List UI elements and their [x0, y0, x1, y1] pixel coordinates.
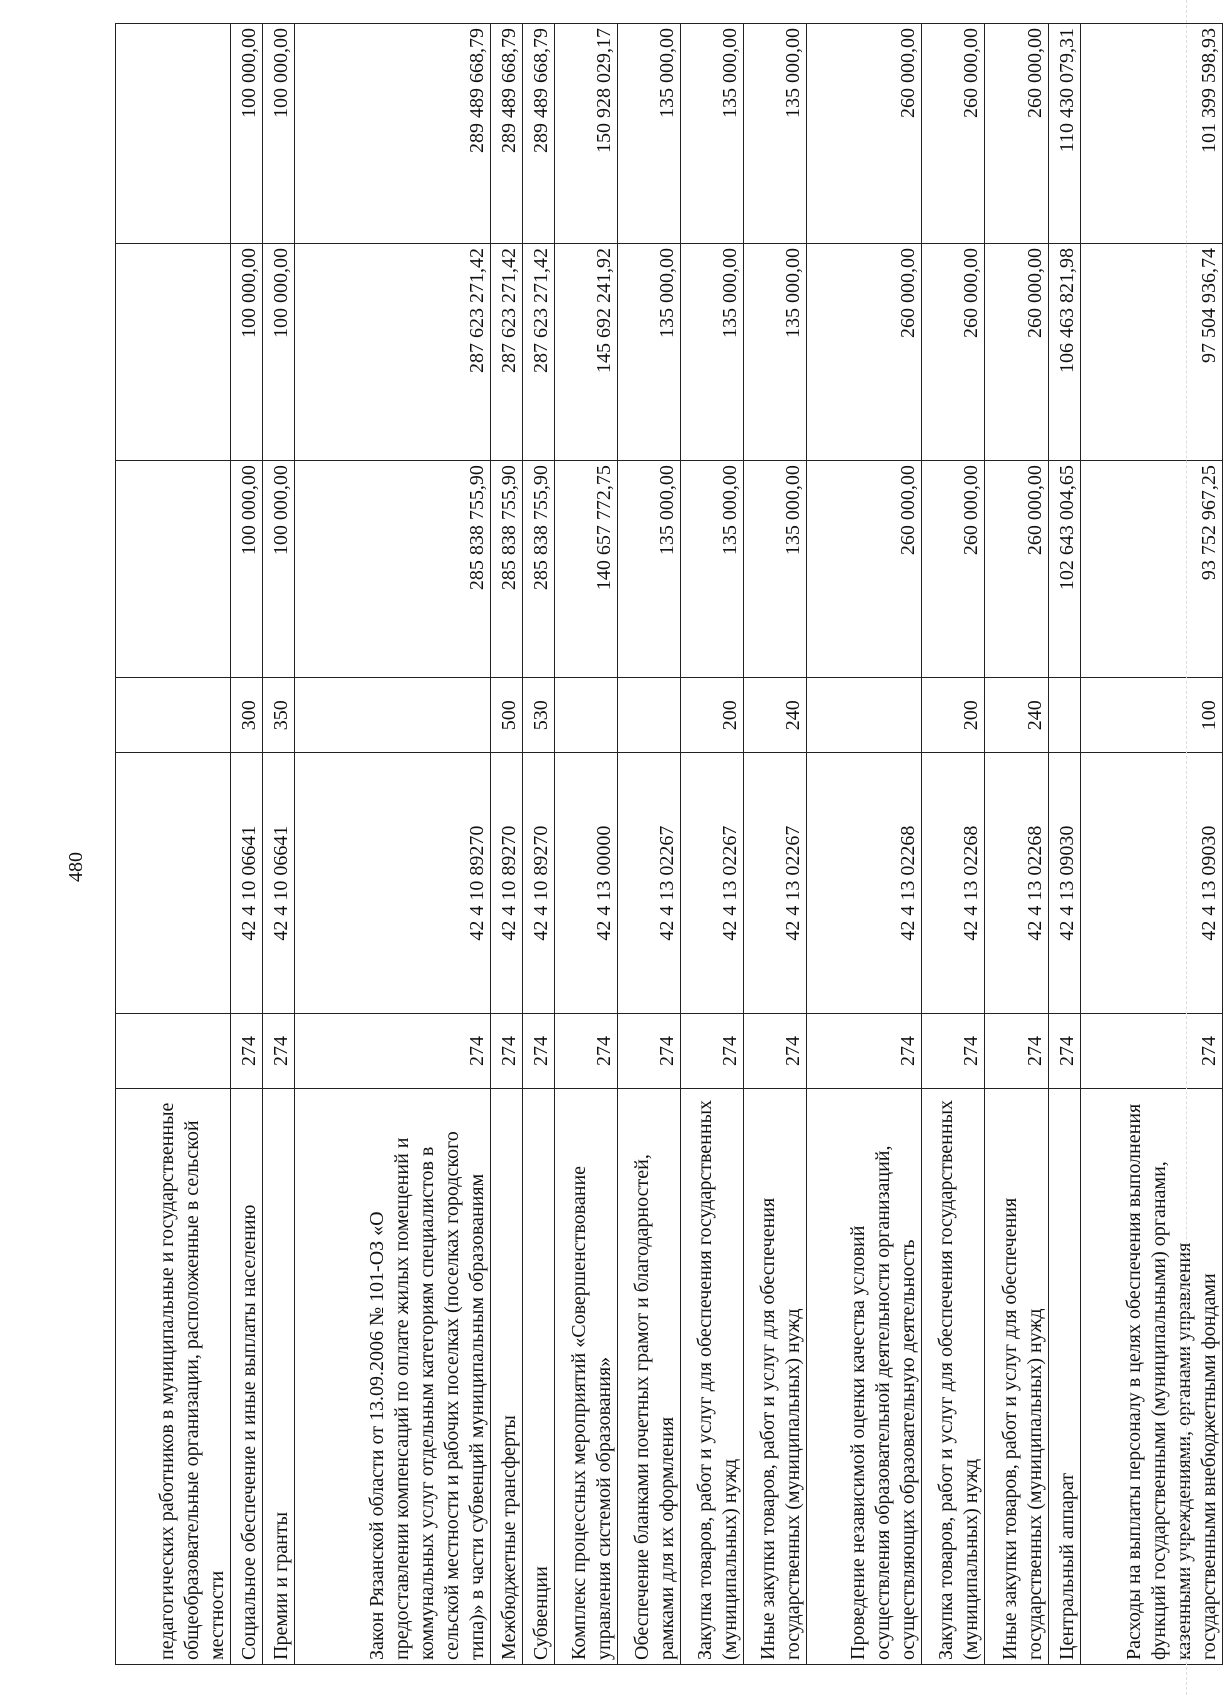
cell-vr: 200 — [922, 678, 985, 753]
cell-y3: 135 000,00 — [681, 24, 744, 244]
cell-ved: 274 — [744, 1013, 807, 1088]
cell-vr: 100 — [1080, 678, 1222, 753]
cell-vr — [807, 678, 922, 753]
cell-y3: 100 000,00 — [231, 24, 263, 244]
cell-y2: 260 000,00 — [922, 244, 985, 461]
cell-vr — [116, 678, 231, 753]
cell-name: Проведение независимой оценки качества условий осуществления образовательной деятельности организаций, осуществляющих образовательную деятельность — [807, 1089, 922, 1665]
cell-y1: 260 000,00 — [807, 461, 922, 678]
cell-name: Субвенции — [522, 1089, 554, 1665]
cell-ved — [116, 1013, 231, 1088]
cell-y3: 289 489 668,79 — [522, 24, 554, 244]
cell-ved: 274 — [522, 1013, 554, 1088]
cell-name: Закупка товаров, работ и услуг для обеспечения государственных (муниципальных) нужд — [922, 1089, 985, 1665]
cell-vr — [295, 678, 490, 753]
cell-y1: 135 000,00 — [744, 461, 807, 678]
cell-csr: 42 4 13 00000 — [555, 753, 618, 1013]
cell-vr — [618, 678, 681, 753]
table-row — [744, 24, 807, 1665]
cell-ved: 274 — [681, 1013, 744, 1088]
table-row — [555, 24, 618, 1665]
cell-y1: 135 000,00 — [618, 461, 681, 678]
cell-vr — [1048, 678, 1080, 753]
cell-ved: 274 — [263, 1013, 295, 1088]
cell-csr: 42 4 13 09030 — [1048, 753, 1080, 1013]
cell-ved: 274 — [922, 1013, 985, 1088]
table-row — [263, 24, 295, 1665]
cell-y1: 260 000,00 — [985, 461, 1048, 678]
cell-y3: 110 430 079,31 — [1048, 24, 1080, 244]
cell-y3: 135 000,00 — [618, 24, 681, 244]
cell-y3: 101 399 598,93 — [1080, 24, 1222, 244]
cell-vr: 500 — [490, 678, 522, 753]
table-row — [295, 24, 490, 1665]
cell-y2: 135 000,00 — [681, 244, 744, 461]
table-row — [490, 24, 522, 1665]
cell-y2: 100 000,00 — [231, 244, 263, 461]
cell-y3: 260 000,00 — [922, 24, 985, 244]
cell-y2: 106 463 821,98 — [1048, 244, 1080, 461]
table-row — [522, 24, 554, 1665]
cell-ved: 274 — [1048, 1013, 1080, 1088]
cell-csr: 42 4 13 02267 — [744, 753, 807, 1013]
cell-vr: 530 — [522, 678, 554, 753]
table-row — [985, 24, 1048, 1665]
cell-y2: 287 623 271,42 — [522, 244, 554, 461]
cell-name: Социальное обеспечение и иные выплаты населению — [231, 1089, 263, 1665]
cell-ved: 274 — [555, 1013, 618, 1088]
table-row — [231, 24, 263, 1665]
cell-y1 — [116, 461, 231, 678]
cell-y1: 285 838 755,90 — [490, 461, 522, 678]
cell-name: Закон Рязанской области от 13.09.2006 № 101-ОЗ «О предоставлении компенсаций по оплате жилых помещений и коммунальных услуг отдельным категориям специалистов в сельской местности и рабочих поселках (поселках городского типа)» в части субвенций муниципальным образованиям — [295, 1089, 490, 1665]
table-row — [1048, 24, 1080, 1665]
cell-csr: 42 4 10 89270 — [522, 753, 554, 1013]
cell-name: педагогических работников в муниципальные и государственные общеобразовательные организации, расположенные в сельской местности — [116, 1089, 231, 1665]
cell-y3: 289 489 668,79 — [490, 24, 522, 244]
cell-y2: 260 000,00 — [807, 244, 922, 461]
cell-y1: 140 657 772,75 — [555, 461, 618, 678]
cell-name: Расходы на выплаты персоналу в целях обеспечения выполнения функций государственными (муниципальными) органами, казенными учреждениями, органами управления государственными внебюджетными фондами — [1080, 1089, 1222, 1665]
cell-y2: 135 000,00 — [744, 244, 807, 461]
scan-edge — [1186, 0, 1188, 1695]
cell-y2: 145 692 241,92 — [555, 244, 618, 461]
cell-vr: 240 — [985, 678, 1048, 753]
cell-name: Иные закупки товаров, работ и услуг для обеспечения государственных (муниципальных) нужд — [985, 1089, 1048, 1665]
cell-y1: 260 000,00 — [922, 461, 985, 678]
cell-y3: 100 000,00 — [263, 24, 295, 244]
cell-y3: 289 489 668,79 — [295, 24, 490, 244]
table-row — [922, 24, 985, 1665]
cell-y1: 100 000,00 — [263, 461, 295, 678]
cell-y1: 285 838 755,90 — [522, 461, 554, 678]
cell-ved: 274 — [985, 1013, 1048, 1088]
cell-vr: 300 — [231, 678, 263, 753]
cell-name: Премии и гранты — [263, 1089, 295, 1665]
cell-y2: 135 000,00 — [618, 244, 681, 461]
cell-ved: 274 — [618, 1013, 681, 1088]
cell-y1: 102 643 004,65 — [1048, 461, 1080, 678]
cell-y3: 260 000,00 — [807, 24, 922, 244]
cell-ved: 274 — [807, 1013, 922, 1088]
cell-vr: 240 — [744, 678, 807, 753]
cell-csr: 42 4 13 09030 — [1080, 753, 1222, 1013]
cell-y2 — [116, 244, 231, 461]
cell-name: Обеспечение бланками почетных грамот и благодарностей, рамками для их оформления — [618, 1089, 681, 1665]
table-row — [618, 24, 681, 1665]
cell-csr: 42 4 13 02268 — [985, 753, 1048, 1013]
cell-ved: 274 — [490, 1013, 522, 1088]
cell-csr: 42 4 13 02267 — [618, 753, 681, 1013]
cell-y3: 150 928 029,17 — [555, 24, 618, 244]
cell-name: Комплекс процессных мероприятий «Совершенствование управления системой образования» — [555, 1089, 618, 1665]
cell-y1: 93 752 967,25 — [1080, 461, 1222, 678]
budget-table-rotated — [115, 23, 1223, 1665]
page-number: 480 — [65, 852, 87, 882]
cell-y1: 135 000,00 — [681, 461, 744, 678]
cell-name: Закупка товаров, работ и услуг для обеспечения государственных (муниципальных) нужд — [681, 1089, 744, 1665]
cell-csr: 42 4 10 06641 — [263, 753, 295, 1013]
table-row — [681, 24, 744, 1665]
cell-name: Иные закупки товаров, работ и услуг для обеспечения государственных (муниципальных) нужд — [744, 1089, 807, 1665]
cell-y1: 285 838 755,90 — [295, 461, 490, 678]
cell-ved: 274 — [1080, 1013, 1222, 1088]
table-row — [116, 24, 231, 1665]
cell-y2: 97 504 936,74 — [1080, 244, 1222, 461]
cell-ved: 274 — [295, 1013, 490, 1088]
cell-y2: 260 000,00 — [985, 244, 1048, 461]
cell-ved: 274 — [231, 1013, 263, 1088]
cell-csr: 42 4 10 89270 — [295, 753, 490, 1013]
budget-table — [115, 23, 1223, 1665]
cell-csr: 42 4 13 02268 — [807, 753, 922, 1013]
cell-vr — [555, 678, 618, 753]
cell-vr: 350 — [263, 678, 295, 753]
cell-csr: 42 4 13 02268 — [922, 753, 985, 1013]
cell-name: Межбюджетные трансферты — [490, 1089, 522, 1665]
cell-y2: 287 623 271,42 — [295, 244, 490, 461]
table-row — [1080, 24, 1222, 1665]
cell-csr: 42 4 13 02267 — [681, 753, 744, 1013]
cell-csr — [116, 753, 231, 1013]
cell-y2: 100 000,00 — [263, 244, 295, 461]
cell-vr: 200 — [681, 678, 744, 753]
cell-csr: 42 4 10 06641 — [231, 753, 263, 1013]
cell-y3: 260 000,00 — [985, 24, 1048, 244]
table-row — [807, 24, 922, 1665]
cell-y2: 287 623 271,42 — [490, 244, 522, 461]
cell-name: Центральный аппарат — [1048, 1089, 1080, 1665]
cell-y3 — [116, 24, 231, 244]
cell-y1: 100 000,00 — [231, 461, 263, 678]
cell-y3: 135 000,00 — [744, 24, 807, 244]
cell-csr: 42 4 10 89270 — [490, 753, 522, 1013]
